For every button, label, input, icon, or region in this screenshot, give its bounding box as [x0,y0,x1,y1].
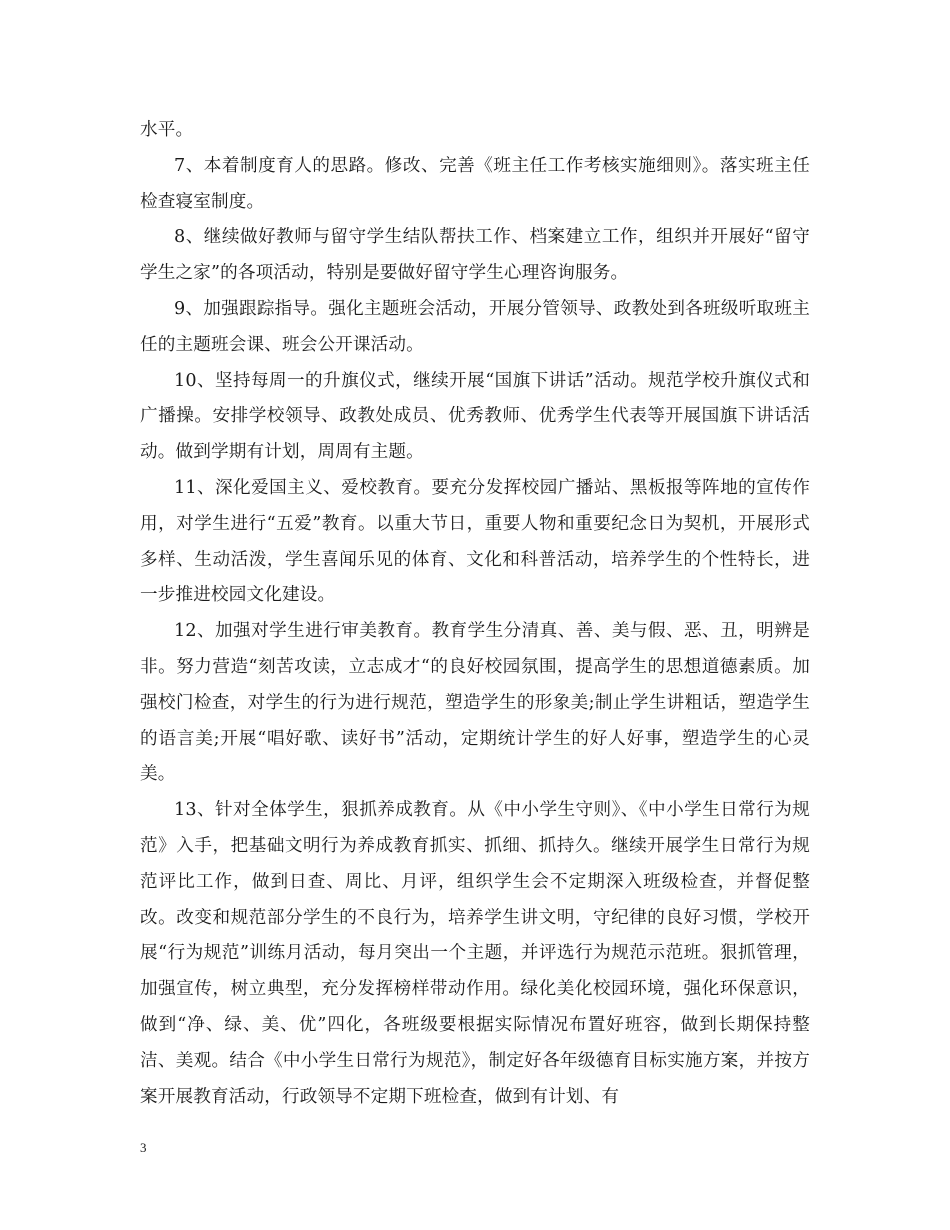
paragraph-item-7: 7、本着制度育人的思路。修改、完善《班主任工作考核实施细则》。落实班主任检查寝室制度。 [140,155,810,212]
document-body [140,113,810,1115]
paragraph-item-9: 9、加强跟踪指导。强化主题班会活动，开展分管领导、政教处到各班级听取班主任的主题班会课、班会公开课活动。 [140,298,810,355]
paragraph-item-11: 11、深化爱国主义、爱校教育。要充分发挥校园广播站、黑板报等阵地的宣传作用，对学生进行“五爱”教育。以重大节日，重要人物和重要纪念日为契机，开展形式多样、生动活泼，学生喜闻乐见的体育、文化和科普活动，培养学生的个性特长，进一步推进校园文化建设。 [140,477,810,606]
page-number: 3 [140,1140,147,1155]
paragraph-item-10: 10、坚持每周一的升旗仪式，继续开展“国旗下讲话”活动。规范学校升旗仪式和广播操。安排学校领导、政教处成员、优秀教师、优秀学生代表等开展国旗下讲话活动。做到学期有计划，周周有主题。 [140,370,810,463]
paragraph-item-8: 8、继续做好教师与留守学生结队帮扶工作、档案建立工作，组织并开展好“留守学生之家”的各项活动，特别是要做好留守学生心理咨询服务。 [140,227,810,284]
paragraph-item-12: 12、加强对学生进行审美教育。教育学生分清真、善、美与假、恶、丑，明辨是非。努力营造“刻苦攻读，立志成才“的良好校园氛围，提高学生的思想道德素质。加强校门检查，对学生的行为进行规范，塑造学生的形象美;制止学生讲粗话，塑造学生的语言美;开展“唱好歌、读好书”活动，定期统计学生的好人好事，塑造学生的心灵美。 [140,621,810,785]
paragraph-item-13: 13、针对全体学生，狠抓养成教育。从《中小学生守则》、《中小学生日常行为规范》入手，把基础文明行为养成教育抓实、抓细、抓持久。继续开展学生日常行为规范评比工作，做到日查、周比、月评，组织学生会不定期深入班级检查，并督促整改。改变和规范部分学生的不良行为，培养学生讲文明，守纪律的良好习惯，学校开展“行为规范”训练月活动，每月突出一个主题，并评选行为规范示范班。狠抓管理，加强宣传，树立典型，充分发挥榜样带动作用。绿化美化校园环境，强化环保意识，做到“净、绿、美、优”四化，各班级要根据实际情况布置好班容，做到长期保持整洁、美观。结合《中小学生日常行为规范》，制定好各年级德育目标实施方案，并按方案开展教育活动，行政领导不定期下班检查，做到有计划、有 [140,800,810,1107]
paragraph-continuation: 水平。 [140,120,194,140]
